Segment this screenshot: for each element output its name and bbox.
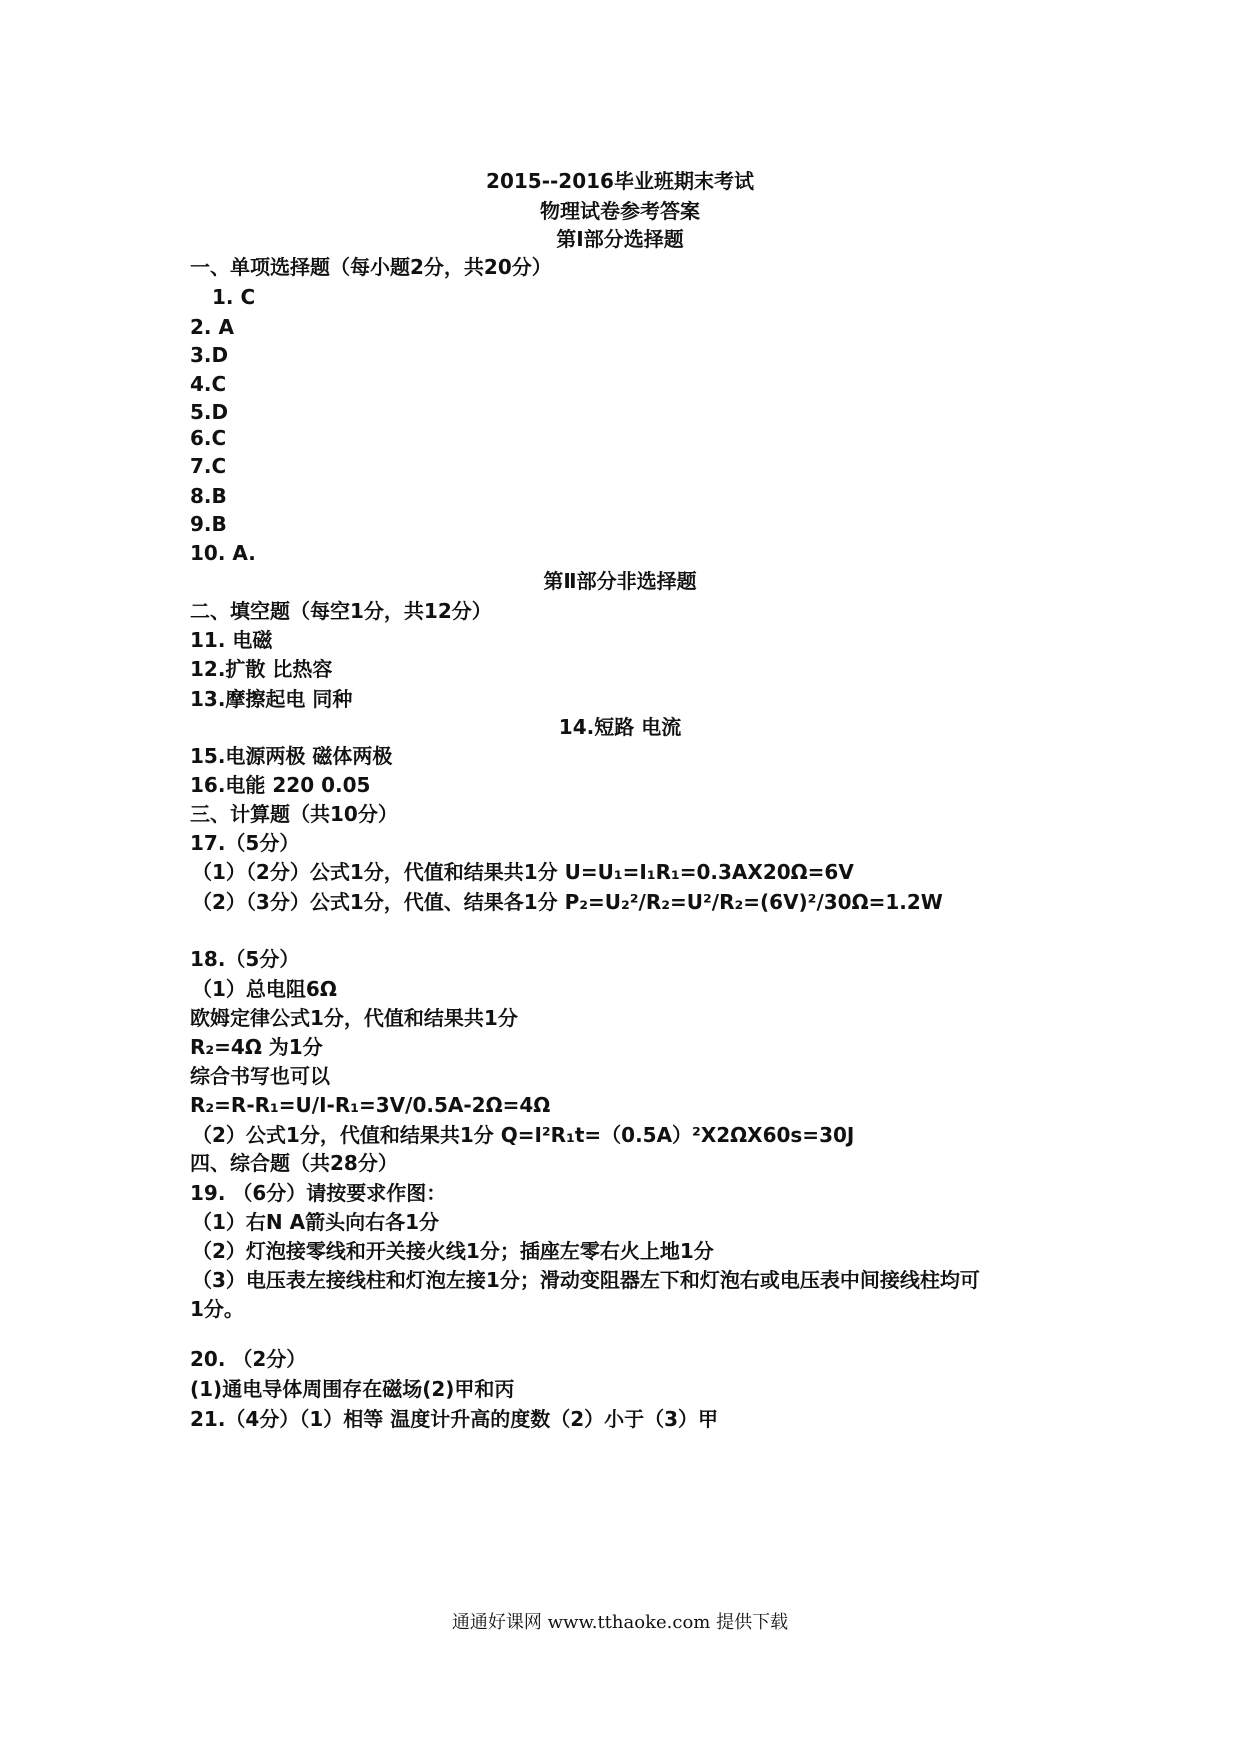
- fill-answer-14: 14.短路 电流: [558, 715, 682, 739]
- q20-heading: 20. （2分）: [190, 1347, 307, 1371]
- q17-part2: （2）（3分）公式1分，代值、结果各1分 P₂=U₂²/R₂=U²/R₂=(6V)²/30Ω=1.2W: [192, 890, 943, 914]
- q18-part5: R₂=R-R₁=U/I-R₁=3V/0.5A-2Ω=4Ω: [190, 1093, 551, 1117]
- q19-part2: （2）灯泡接零线和开关接火线1分；插座左零右火上地1分: [192, 1239, 714, 1263]
- fill-answer-11: 11. 电磁: [190, 628, 273, 652]
- q18-heading: 18.（5分）: [190, 947, 300, 971]
- section3-heading: 三、计算题（共10分）: [190, 802, 398, 826]
- q17-part1: （1）（2分）公式1分，代值和结果共1分 U=U₁=I₁R₁=0.3AX20Ω=6V: [192, 860, 854, 884]
- exam-subtitle: 物理试卷参考答案: [540, 199, 700, 223]
- fill-answer-13: 13.摩擦起电 同种: [190, 687, 353, 711]
- page-footer: 通通好课网 www.tthaoke.com 提供下载: [451, 1612, 789, 1633]
- choice-answer: 10. A.: [190, 541, 256, 565]
- q18-part4: 综合书写也可以: [190, 1064, 330, 1088]
- part2-heading: 第Ⅱ部分非选择题: [543, 569, 697, 593]
- fill-answer-12: 12.扩散 比热容: [190, 657, 333, 681]
- q19-part3: （3）电压表左接线柱和灯泡左接1分；滑动变阻器左下和灯泡右或电压表中间接线柱均可: [192, 1268, 980, 1292]
- q19-part4: 1分。: [190, 1297, 244, 1321]
- q17-heading: 17.（5分）: [190, 831, 300, 855]
- q19-part1: （1）右N A箭头向右各1分: [192, 1210, 440, 1234]
- q21-answer: 21.（4分）（1）相等 温度计升高的度数（2）小于（3）甲: [190, 1407, 719, 1431]
- choice-answer: 9.B: [190, 512, 227, 536]
- choice-answer: 6.C: [190, 426, 227, 450]
- choice-answer: 2. A: [190, 315, 234, 339]
- fill-answer-15: 15.电源两极 磁体两极: [190, 744, 393, 768]
- choice-answer: 7.C: [190, 454, 227, 478]
- choice-answer: 5.D: [190, 400, 229, 424]
- choice-answer: 8.B: [190, 484, 227, 508]
- choice-answer: 4.C: [190, 372, 227, 396]
- fill-answer-16: 16.电能 220 0.05: [190, 773, 371, 797]
- section2-heading: 二、填空题（每空1分，共12分）: [190, 599, 492, 623]
- q20-part1: (1)通电导体周围存在磁场(2)甲和丙: [190, 1377, 515, 1401]
- part1-heading: 第Ⅰ部分选择题: [556, 227, 684, 251]
- section4-heading: 四、综合题（共28分）: [190, 1151, 398, 1175]
- q18-part2: 欧姆定律公式1分，代值和结果共1分: [190, 1006, 518, 1030]
- section1-heading: 一、单项选择题（每小题2分，共20分）: [190, 255, 552, 279]
- q18-part1: （1）总电阻6Ω: [192, 977, 337, 1001]
- q19-heading: 19. （6分）请按要求作图：: [190, 1181, 447, 1205]
- q18-part3: R₂=4Ω 为1分: [190, 1035, 323, 1059]
- choice-answer: 3.D: [190, 343, 229, 367]
- exam-title: 2015--2016毕业班期末考试: [486, 169, 754, 193]
- choice-answer: 1. C: [212, 285, 256, 309]
- q18-part6: （2）公式1分，代值和结果共1分 Q=I²R₁t=（0.5A）²X2ΩX60s=30J: [192, 1123, 855, 1147]
